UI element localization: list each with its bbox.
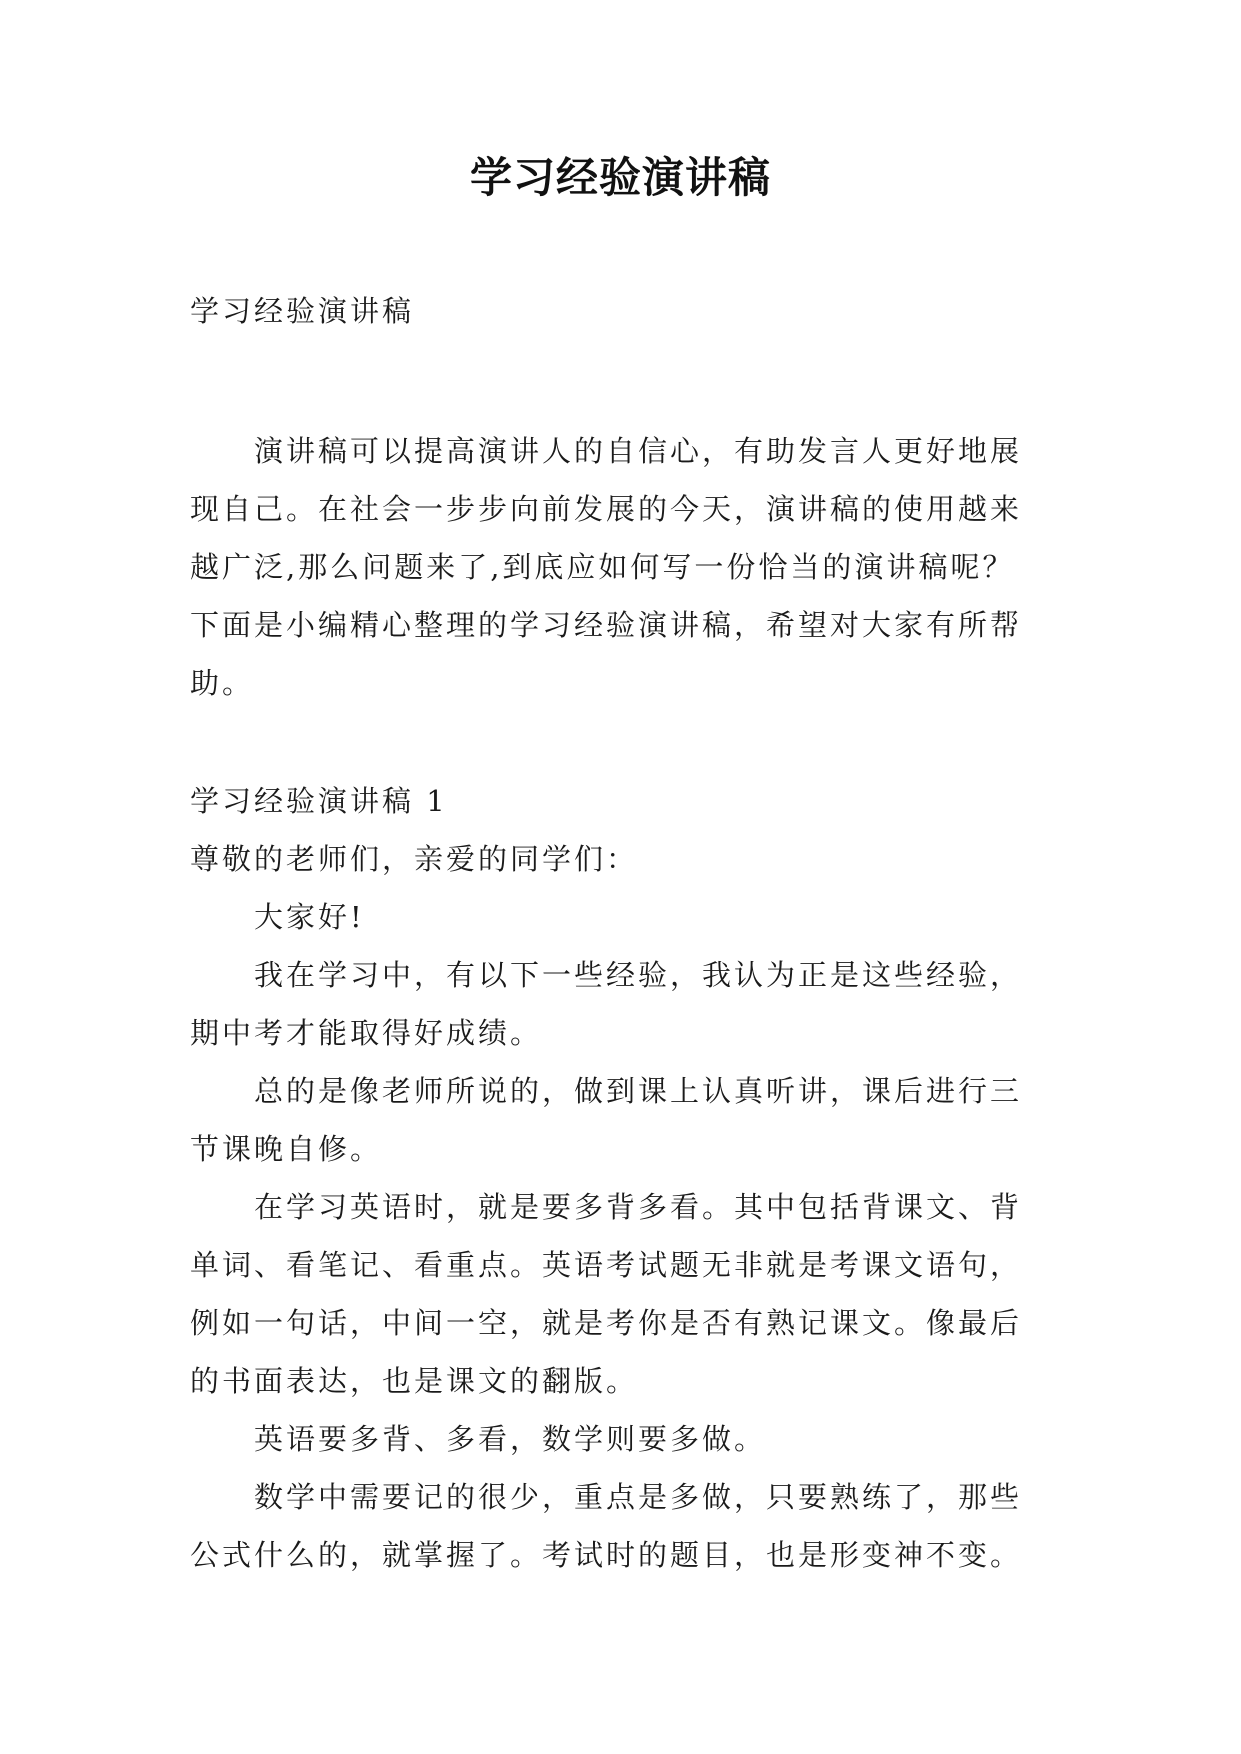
document-body (190, 282, 1070, 1584)
body-line: 例如一句话，中间一空，就是考你是否有熟记课文。像最后 (190, 1306, 1023, 1340)
section-heading: 学习经验演讲稿 1 (190, 784, 448, 818)
body-line: 节课晚自修。 (190, 1132, 383, 1166)
intro-line: 下面是小编精心整理的学习经验演讲稿，希望对大家有所帮 (190, 608, 1023, 642)
subtitle: 学习经验演讲稿 (190, 294, 415, 328)
intro-line: 现自己。在社会一步步向前发展的今天，演讲稿的使用越来 (190, 492, 1023, 526)
body-line: 在学习英语时，就是要多背多看。其中包括背课文、背 (254, 1190, 1023, 1224)
body-line: 公式什么的，就掌握了。考试时的题目，也是形变神不变。 (190, 1538, 1023, 1572)
body-line: 英语要多背、多看，数学则要多做。 (254, 1422, 767, 1456)
salutation: 尊敬的老师们，亲爱的同学们： (190, 842, 639, 876)
greeting: 大家好! (254, 900, 365, 934)
intro-line: 助。 (190, 666, 255, 700)
intro-line: 越广泛,那么问题来了,到底应如何写一份恰当的演讲稿呢？ (190, 550, 1015, 584)
document-title: 学习经验演讲稿 (469, 153, 771, 202)
body-line: 期中考才能取得好成绩。 (190, 1016, 543, 1050)
body-line: 总的是像老师所说的，做到课上认真听讲，课后进行三 (254, 1074, 1023, 1108)
body-line: 的书面表达，也是课文的翻版。 (190, 1364, 639, 1398)
spacer (190, 340, 1070, 422)
spacer (190, 712, 1070, 772)
body-line: 单词、看笔记、看重点。英语考试题无非就是考课文语句， (190, 1248, 1023, 1282)
intro-line: 演讲稿可以提高演讲人的自信心，有助发言人更好地展 (254, 434, 1023, 468)
body-line: 我在学习中，有以下一些经验，我认为正是这些经验， (254, 958, 1023, 992)
body-line: 数学中需要记的很少，重点是多做，只要熟练了，那些 (254, 1480, 1023, 1514)
